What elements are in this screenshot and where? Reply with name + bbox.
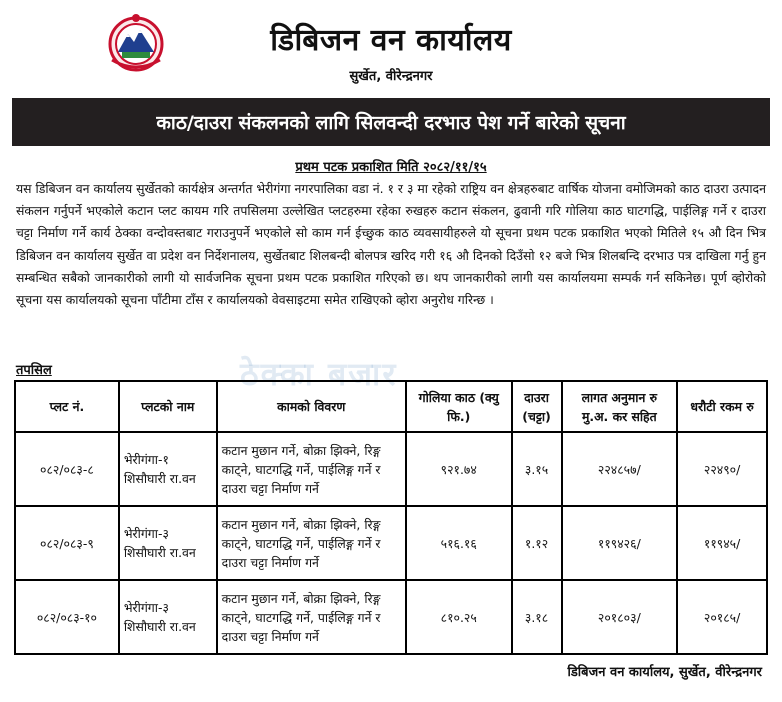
plot-name: भेरीगंगा-१ शिसौघारी रा.वन bbox=[119, 432, 217, 506]
col-firewood: दाउरा (चट्टा) bbox=[512, 381, 562, 432]
work-desc: कटान मुछान गर्ने, बोक्रा झिक्ने, रिङ्ग काट्ने, घाटगद्धि गर्ने, पाईलिङ्ग गर्ने र दाउरा चट्टा निर्माण गर्ने bbox=[217, 432, 406, 506]
plot-name: भेरीगंगा-३ शिसौघारी रा.वन bbox=[119, 580, 217, 654]
col-plot-no: प्लट नं. bbox=[15, 381, 119, 432]
watermark: ठेक्का बजार bbox=[240, 355, 398, 393]
footer-signature: डिबिजन वन कार्यालय, सुर्खेत, वीरेन्द्रनगर bbox=[567, 665, 762, 680]
timber-volume: ९२१.७४ bbox=[406, 432, 512, 506]
timber-volume: ५१६.१६ bbox=[406, 506, 512, 580]
details-label: तपसिल bbox=[16, 363, 52, 378]
work-desc: कटान मुछान गर्ने, बोक्रा झिक्ने, रिङ्ग काट्ने, घाटगद्धि गर्ने, पाईलिङ्ग गर्ने र दाउरा चट्टा निर्माण गर्ने bbox=[217, 506, 406, 580]
col-deposit: धरौटी रकम रु bbox=[677, 381, 767, 432]
office-location: सुर्खेत, वीरेन्द्रनगर bbox=[349, 69, 433, 84]
notice-banner: काठ/दाउरा संकलनको लागि सिलवन्दी दरभाउ पेश गर्ने बारेको सूचना bbox=[12, 98, 770, 146]
col-timber: गोलिया काठ (क्यु फि.) bbox=[406, 381, 512, 432]
deposit-amount: २०१८५/ bbox=[677, 580, 767, 654]
office-title: डिबिजन वन कार्यालय bbox=[270, 23, 512, 58]
plot-table bbox=[14, 380, 768, 655]
plot-name: भेरीगंगा-३ शिसौघारी रा.वन bbox=[119, 506, 217, 580]
plot-no: ०८२/०८३-१० bbox=[15, 580, 119, 654]
plot-no: ०८२/०८३-८ bbox=[15, 432, 119, 506]
publish-date: प्रथम पटक प्रकाशित मिति २०८२/११/१५ bbox=[295, 160, 487, 175]
col-plot-name: प्लटको नाम bbox=[119, 381, 217, 432]
deposit-amount: ११९४५/ bbox=[677, 506, 767, 580]
plot-no: ०८२/०८३-९ bbox=[15, 506, 119, 580]
col-work-desc: कामको विवरण bbox=[217, 381, 406, 432]
col-cost: लागत अनुमान रु मु.अ. कर सहित bbox=[562, 381, 678, 432]
firewood-stack: ३.१८ bbox=[512, 580, 562, 654]
cost-estimate: ११९४२६/ bbox=[562, 506, 678, 580]
deposit-amount: २२४९०/ bbox=[677, 432, 767, 506]
firewood-stack: १.१२ bbox=[512, 506, 562, 580]
table-row bbox=[15, 506, 767, 580]
firewood-stack: ३.१५ bbox=[512, 432, 562, 506]
cost-estimate: २०१८०३/ bbox=[562, 580, 678, 654]
work-desc: कटान मुछान गर्ने, बोक्रा झिक्ने, रिङ्ग काट्ने, घाटगद्धि गर्ने, पाईलिङ्ग गर्ने र दाउरा चट्टा निर्माण गर्ने bbox=[217, 580, 406, 654]
table-row bbox=[15, 432, 767, 506]
table-row bbox=[15, 580, 767, 654]
notice-body: यस डिबिजन वन कार्यालय सुर्खेतको कार्यक्षेत्र अन्तर्गत भेरीगंगा नगरपालिका वडा नं. १ र ३ मा रहेको राष्ट्रिय वन क्षेत्रहरुबाट वार्षिक योजना वमोजिमको काठ दाउरा उत्पादन संकलन गर्नुपर्ने भएकोले कटान प्लट कायम गरि तपसिलमा उल्लेखित प्लटहरुमा रहेका रुखहरु कटान संकलन, ढुवानी गरि गोलिया काठ घाटगद्धि, पाईलिङ्ग गर्ने र दाउरा चट्टा निर्माण गर्ने कार्य ठेक्का वन्दोवस्तबाट गराउनुपर्ने भएकोले सो काम गर्न ईच्छुक काठ व्यवसायीहरुले यो सूचना प्रथम पटक प्रकाशित भएको मितिले १५ औ दिन भित्र डिबिजन वन कार्यालय सुर्खेत वा प्रदेश वन निर्देशनालय, सुर्खेतबाट शिलबन्दी बोलपत्र खरिद गरी १६ औ दिनको दिउँसो १२ बजे भित्र शिलबन्दि दरभाउ पत्र दाखिला गर्नु हुन सम्बन्धित सबैको जानकारीको लागी यो सार्वजनिक सूचना प्रथम पटक प्रकाशित गरिएको छ। थप जानकारीको लागी यस कार्यालयमा सम्पर्क गर्न सकिनेछ। पूर्ण व्होरोको सूचना यस कार्यालयको सूचना पाँटीमा टाँस र कार्यालयको वेवसाइटमा समेत राखिएको व्होरा अनुरोध गरिन्छ । bbox=[16, 181, 766, 308]
timber-volume: ८१०.२५ bbox=[406, 580, 512, 654]
cost-estimate: २२४८५७/ bbox=[562, 432, 678, 506]
table-header-row bbox=[15, 381, 767, 432]
